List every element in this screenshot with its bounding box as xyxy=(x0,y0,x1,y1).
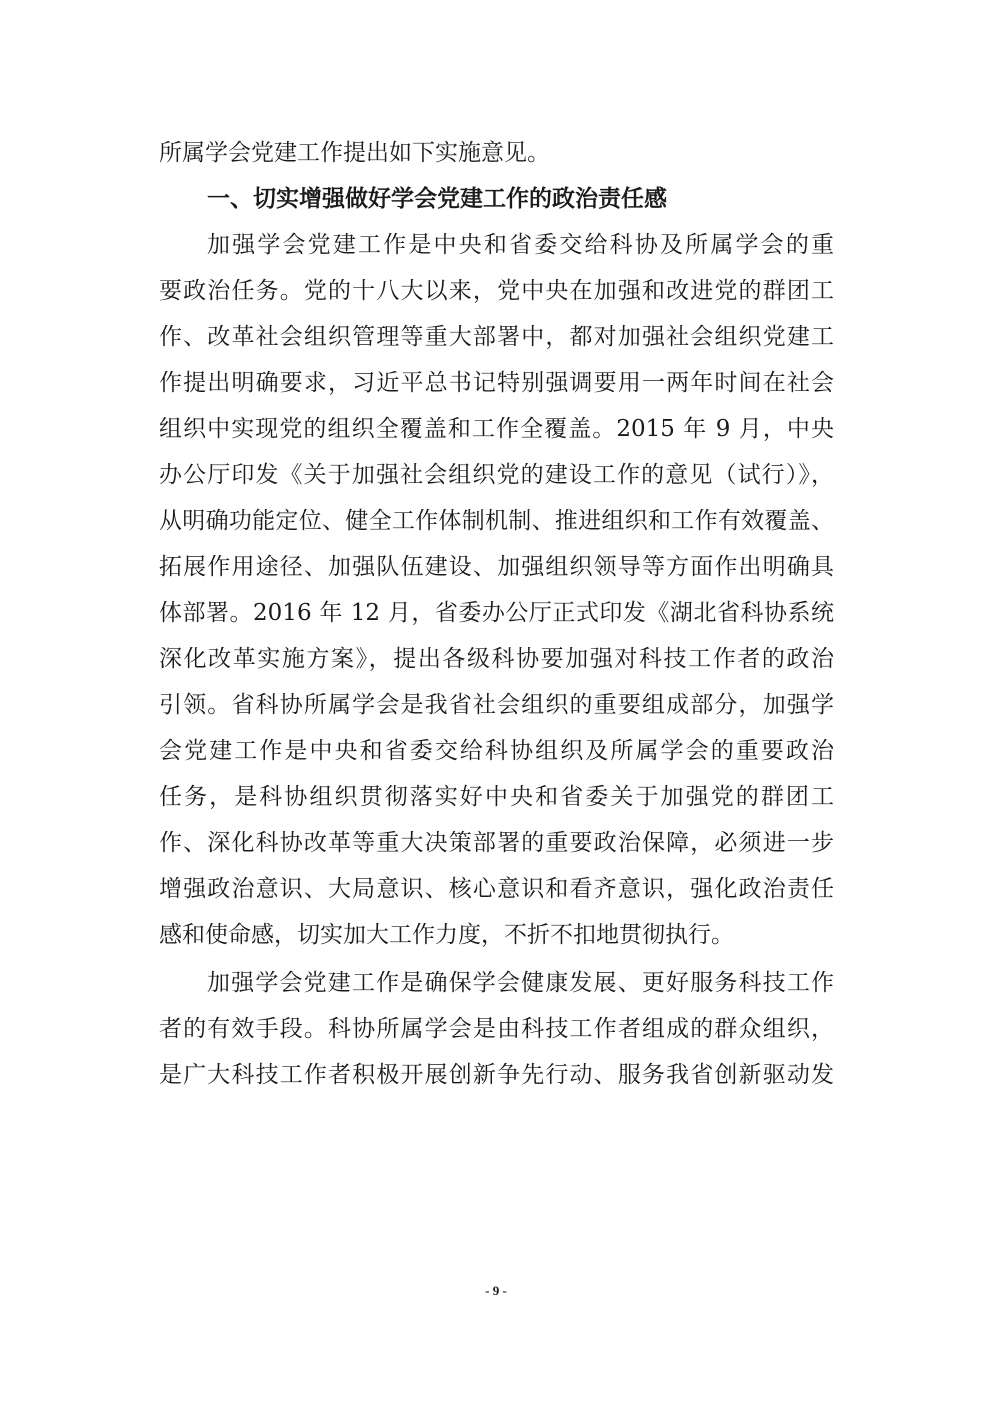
paragraph-1-line: 拓展作用途径、加强队伍建设、加强组织领导等方面作出明确具 xyxy=(159,554,834,580)
paragraph-1-line: 深化改革实施方案》，提出各级科协要加强对科技工作者的政治 xyxy=(159,646,834,672)
paragraph-1-line: 感和使命感，切实加大工作力度，不折不扣地贯彻执行。 xyxy=(159,922,734,948)
paragraph-1-line: 办公厅印发《关于加强社会组织党的建设工作的意见（试行）》， xyxy=(159,462,834,488)
paragraph-1-line: 作、深化科协改革等重大决策部署的重要政治保障，必须进一步 xyxy=(159,830,834,856)
paragraph-1-line: 加强学会党建工作是中央和省委交给科协及所属学会的重 xyxy=(207,232,834,258)
paragraph-1-line: 会党建工作是中央和省委交给科协组织及所属学会的重要政治 xyxy=(159,738,834,764)
paragraph-1-line: 从明确功能定位、健全工作体制机制、推进组织和工作有效覆盖、 xyxy=(159,508,834,534)
paragraph-1-line: 任务，是科协组织贯彻落实好中央和省委关于加强党的群团工 xyxy=(159,784,834,810)
paragraph-1-line: 体部署。2016 年 12 月，省委办公厅正式印发《湖北省科协系统 xyxy=(159,600,834,626)
paragraph-1-line: 组织中实现党的组织全覆盖和工作全覆盖。2015 年 9 月，中央 xyxy=(159,416,834,442)
paragraph-2-line: 是广大科技工作者积极开展创新争先行动、服务我省创新驱动发 xyxy=(159,1062,834,1088)
section-heading: 一、切实增强做好学会党建工作的政治责任感 xyxy=(207,186,667,212)
paragraph-2-line: 加强学会党建工作是确保学会健康发展、更好服务科技工作 xyxy=(207,970,834,996)
page-number: - 9 - xyxy=(485,1283,507,1298)
paragraph-1-line: 引领。省科协所属学会是我省社会组织的重要组成部分，加强学 xyxy=(159,692,834,718)
paragraph-2-line: 者的有效手段。科协所属学会是由科技工作者组成的群众组织， xyxy=(159,1016,834,1042)
opening-line: 所属学会党建工作提出如下实施意见。 xyxy=(159,140,550,166)
paragraph-1-line: 作、改革社会组织管理等重大部署中，都对加强社会组织党建工 xyxy=(159,324,834,350)
paragraph-1-line: 要政治任务。党的十八大以来，党中央在加强和改进党的群团工 xyxy=(159,278,834,304)
paragraph-1-line: 作提出明确要求，习近平总书记特别强调要用一两年时间在社会 xyxy=(159,370,834,396)
paragraph-1-line: 增强政治意识、大局意识、核心意识和看齐意识，强化政治责任 xyxy=(159,876,834,902)
